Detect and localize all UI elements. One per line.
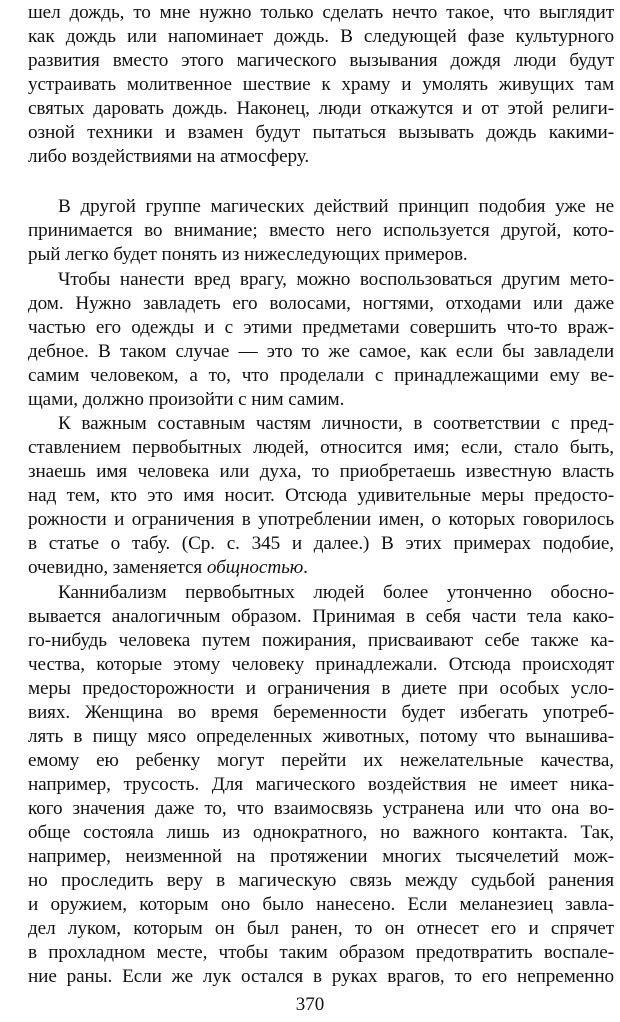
text-line: дел луком, которым он был ранен, то он отнесет его и спрячет <box>28 918 614 939</box>
text-line: шел дождь, то мне нужно только сделать нечто такое, что выглядит <box>28 2 614 23</box>
text-line: дом. Нужно завладеть его волосами, ногтями, отходами или даже <box>28 293 614 314</box>
text-line: виях. Женщина во время беременности будет избегать употреб- <box>28 702 614 723</box>
text-line: устраивать молитвенное шествие к храму и умолять живущих там <box>28 74 614 95</box>
text-line: но проследить веру в магическую связь между судьбой ранения <box>28 870 614 891</box>
text-line: дебное. В таком случае — это то же самое, как если бы завладели <box>28 341 614 362</box>
text-segment: очевидно, заменяется <box>28 557 207 578</box>
text-line: чества, которые этому человеку принадлежали. Отсюда происходят <box>28 654 614 675</box>
text-line: ние раны. Если же лук остался в руках врагов, то его непременно <box>28 966 614 987</box>
text-line: как дождь или напоминает дождь. В следующей фазе культурного <box>28 26 614 47</box>
text-line: знаешь имя человека или духа, то приобретаешь известную власть <box>28 461 614 482</box>
text-line: принимается во внимание; вместо него используется другой, кото- <box>28 220 614 241</box>
text-line: в прохладном месте, чтобы таким образом предотвратить воспале- <box>28 942 614 963</box>
text-line: обще состояла лишь из однократного, но важного контакта. Так, <box>28 822 614 843</box>
text-line: святых даровать дождь. Наконец, люди откажутся и от этой религи- <box>28 98 614 119</box>
page-number: 370 <box>295 994 325 1015</box>
text-line: лять в пищу мясо определенных животных, потому что вынашива- <box>28 726 614 747</box>
text-line: частью его одежды и с этими предметами совершить что-то враж- <box>28 317 614 338</box>
text-line <box>28 557 614 579</box>
text-line: либо воздействиями на атмосферу. <box>28 146 310 167</box>
text-line: ставлением первобытных людей, относится имя; если, стало быть, <box>28 437 614 458</box>
text-line: например, трусость. Для магического воздействия не имеет ника- <box>28 774 614 795</box>
text-line: щами, должно произойти с ним самим. <box>28 389 345 410</box>
text-line: К важным составным частям личности, в соответствии с пред- <box>58 413 614 434</box>
text-line: например, неизменной на протяжении многих тысячелетий мож- <box>28 846 614 867</box>
text-line: развития вместо этого магического вызывания дождя люди будут <box>28 50 614 71</box>
text-line: го-нибудь человека путем пожирания, присваивают себе также ка- <box>28 630 614 651</box>
text-line: рый легко будет понять из нижеследующих примеров. <box>28 244 468 265</box>
text-line: рожности и ограничения в употреблении имен, о которых говорилось <box>28 509 614 530</box>
text-line: кого значения даже то, что взаимосвязь устранена или что она во- <box>28 798 614 819</box>
text-line: над тем, кто это имя носит. Отсюда удивительные меры предосто- <box>28 485 614 506</box>
text-line: самим человеком, а то, что проделали с принадлежащими ему ве- <box>28 365 614 386</box>
text-segment: . <box>303 557 308 578</box>
text-line: В другой группе магических действий принцип подобия уже не <box>58 196 614 217</box>
text-line: Чтобы нанести вред врагу, можно воспользоваться другим мето- <box>58 269 614 290</box>
text-line: в статье о табу. (Ср. с. 345 и далее.) В этих примерах подобие, <box>28 533 614 554</box>
text-line: меры предосторожности и ограничения в диете при особых усло- <box>28 678 614 699</box>
text-line: озной техники и взамен будут пытаться вызывать дождь какими- <box>28 122 614 143</box>
text-line: емому ею ребенку могут перейти их нежелательные качества, <box>28 750 614 771</box>
text-line: и оружием, которым оно было нанесено. Если меланезиец завла- <box>28 894 614 915</box>
emphasized-word: общностью <box>206 557 304 578</box>
text-line: Каннибализм первобытных людей более утонченно обосно- <box>58 582 614 603</box>
text-line: вывается аналогичным образом. Принимая в себя части тела како- <box>28 606 614 627</box>
